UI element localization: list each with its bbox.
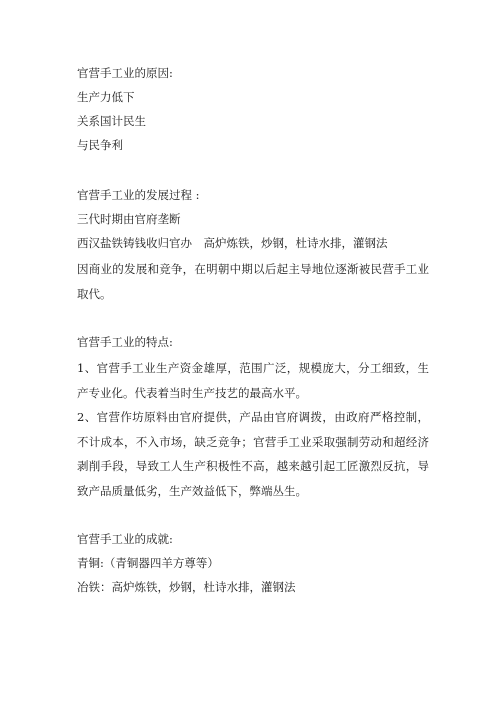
- reason-item: 关系国计民生: [77, 114, 146, 128]
- section-gap: [77, 306, 429, 332]
- section-gap: [77, 159, 429, 185]
- section-heading-reasons: 官营手工业的原因:: [77, 66, 173, 80]
- section-development: [77, 185, 429, 306]
- section-achievements: [77, 529, 429, 598]
- feature-point-1: 1、官营手工业生产资金雄厚，范围广泛，规模庞大，分工细致，生产专业化。代表着当时生产技艺的最高水平。: [77, 361, 429, 400]
- document-body: [77, 63, 429, 601]
- achievement-bronze: 青铜:（青铜器四羊方尊等）: [77, 556, 219, 570]
- section-features: [77, 332, 429, 503]
- development-line: 西汉盐铁铸钱收归官办 高炉炼铁，炒钢，杜诗水排，灌钢法: [77, 236, 388, 250]
- development-line: 三代时期由官府垄断: [77, 212, 181, 226]
- section-reasons: [77, 63, 429, 156]
- reason-item: 与民争利: [77, 138, 123, 152]
- feature-point-2: 2、官营作坊原料由官府提供，产品由官府调拨，由政府严格控制，不计成本，不入市场，缺乏竞争；官营手工业采取强制劳动和超经济剥削手段，导致工人生产积极性不高，越来越引起工匠激烈反抗，导致产品质量低劣，生产效益低下，弊端丛生。: [77, 410, 429, 498]
- reason-item: 生产力低下: [77, 90, 135, 104]
- development-paragraph: 因商业的发展和竞争，在明朝中期以后起主导地位逐渐被民营手工业取代。: [77, 262, 429, 301]
- section-heading-development: 官营手工业的发展过程 :: [77, 188, 200, 202]
- section-gap: [77, 503, 429, 529]
- achievement-iron: 冶铁：高炉炼铁，炒钢，杜诗水排，灌钢法: [77, 580, 296, 594]
- section-heading-achievements: 官营手工业的成就:: [77, 532, 173, 546]
- section-heading-features: 官营手工业的特点:: [77, 335, 173, 349]
